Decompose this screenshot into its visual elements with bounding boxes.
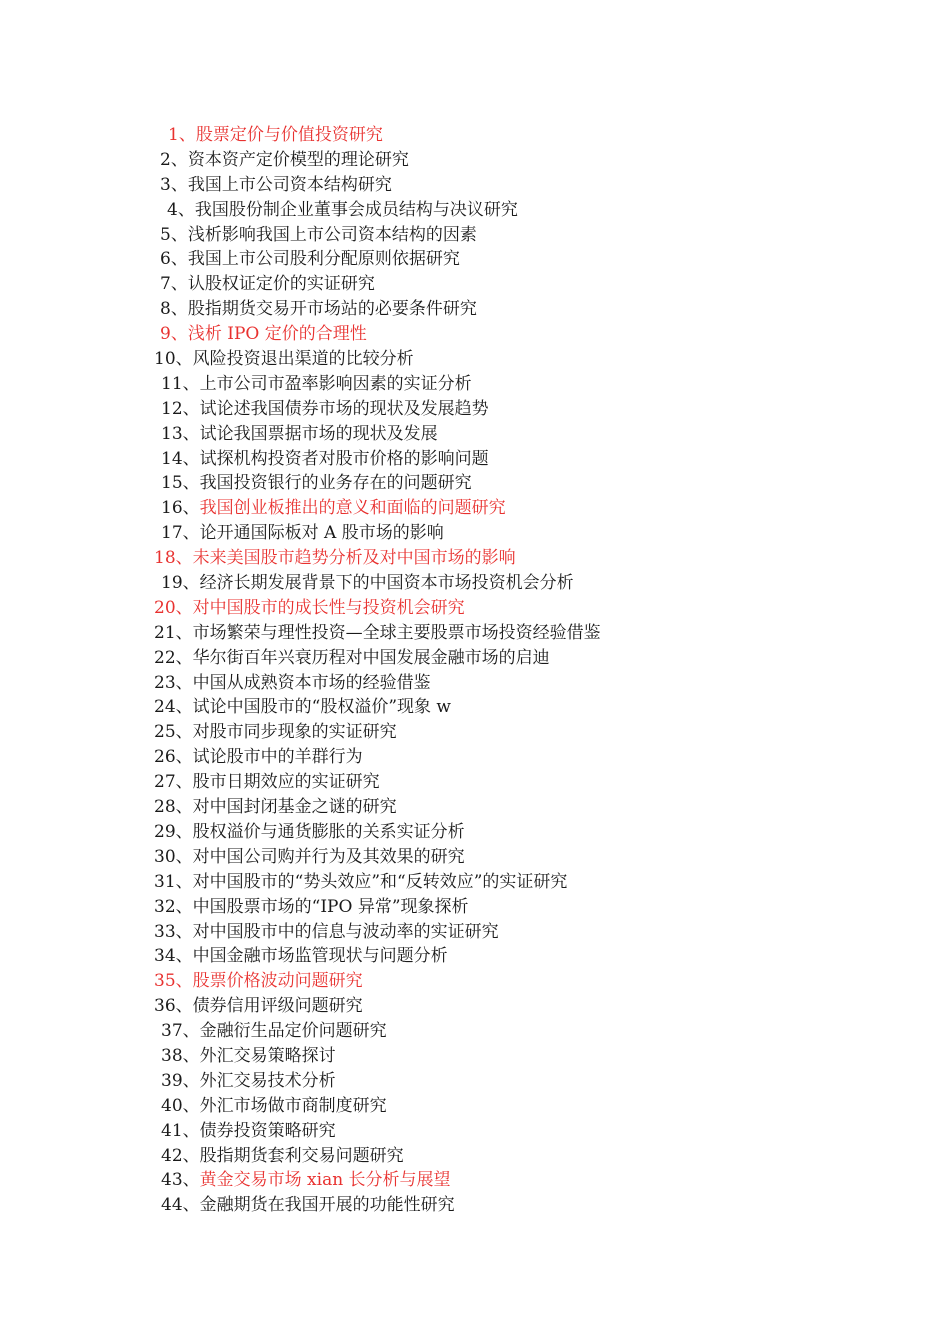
topic-title: 试论中国股市的“股权溢价”现象 w — [192, 697, 451, 718]
topic-title: 未来美国股市趋势分析及对中国市场的影响 — [192, 548, 516, 569]
topic-number: 39、 — [161, 1070, 200, 1091]
topic-item — [0, 1193, 950, 1218]
topic-title: 经济长期发展背景下的中国资本市场投资机会分析 — [199, 573, 574, 594]
topic-number: 19、 — [161, 573, 200, 594]
topic-item — [0, 695, 950, 720]
topic-number: 15、 — [161, 473, 200, 494]
topic-item — [0, 795, 950, 820]
topic-item — [0, 920, 950, 945]
topic-title: 股票价格波动问题研究 — [192, 971, 363, 992]
topic-item — [0, 1168, 950, 1193]
topic-item — [0, 646, 950, 671]
topic-item — [0, 397, 950, 422]
topic-title: 外汇市场做市商制度研究 — [199, 1095, 387, 1116]
topic-item — [0, 820, 950, 845]
topic-list — [0, 123, 950, 1218]
topic-title: 股市日期效应的实证研究 — [192, 772, 380, 793]
topic-number: 21、 — [154, 622, 193, 643]
topic-title: 金融期货在我国开展的功能性研究 — [199, 1195, 455, 1216]
topic-title: 债券信用评级问题研究 — [192, 996, 363, 1017]
topic-item — [0, 521, 950, 546]
topic-number: 18、 — [154, 548, 193, 569]
topic-title: 上市公司市盈率影响因素的实证分析 — [199, 373, 472, 394]
topic-title: 中国股票市场的“IPO 异常”现象探析 — [192, 896, 469, 917]
topic-title: 债券投资策略研究 — [199, 1120, 336, 1141]
topic-title: 对中国公司购并行为及其效果的研究 — [192, 846, 465, 867]
topic-item — [0, 272, 950, 297]
topic-item — [0, 621, 950, 646]
topic-number: 35、 — [154, 971, 193, 992]
topic-number: 26、 — [154, 747, 193, 768]
topic-number: 30、 — [154, 846, 193, 867]
topic-number: 17、 — [161, 523, 200, 544]
topic-number: 32、 — [154, 896, 193, 917]
topic-number: 43、 — [161, 1170, 200, 1191]
topic-item — [0, 969, 950, 994]
topic-number: 31、 — [154, 871, 193, 892]
topic-number: 27、 — [154, 772, 193, 793]
topic-item — [0, 720, 950, 745]
topic-number: 34、 — [154, 946, 193, 967]
topic-title: 浅析 IPO 定价的合理性 — [187, 324, 367, 345]
topic-number: 23、 — [154, 672, 193, 693]
topic-item — [0, 347, 950, 372]
topic-number: 3、 — [160, 174, 188, 195]
topic-item — [0, 148, 950, 173]
topic-item — [0, 770, 950, 795]
topic-title: 我国上市公司资本结构研究 — [187, 174, 392, 195]
topic-title: 我国投资银行的业务存在的问题研究 — [199, 473, 472, 494]
topic-item — [0, 1019, 950, 1044]
topic-number: 41、 — [161, 1120, 200, 1141]
topic-title: 外汇交易技术分析 — [199, 1070, 336, 1091]
topic-title: 试论我国票据市场的现状及发展 — [199, 423, 438, 444]
topic-number: 36、 — [154, 996, 193, 1017]
topic-number: 25、 — [154, 722, 193, 743]
topic-number: 16、 — [161, 498, 200, 519]
topic-item — [0, 546, 950, 571]
topic-item — [0, 198, 950, 223]
topic-item — [0, 372, 950, 397]
topic-number: 2、 — [160, 149, 188, 170]
topic-item — [0, 247, 950, 272]
topic-number: 1、 — [168, 125, 196, 145]
topic-title: 股票定价与价值投资研究 — [195, 125, 383, 145]
topic-number: 8、 — [160, 299, 188, 320]
topic-title: 中国从成熟资本市场的经验借鉴 — [192, 672, 431, 693]
topic-item — [0, 1094, 950, 1119]
topic-title: 风险投资退出渠道的比较分析 — [192, 349, 414, 370]
topic-number: 6、 — [160, 249, 188, 270]
topic-number: 38、 — [161, 1045, 200, 1066]
topic-title: 浅析影响我国上市公司资本结构的因素 — [187, 224, 477, 245]
topic-item — [0, 297, 950, 322]
topic-title: 资本资产定价模型的理论研究 — [187, 149, 409, 170]
topic-item — [0, 1119, 950, 1144]
topic-title: 对中国股市的“势头效应”和“反转效应”的实证研究 — [192, 871, 568, 892]
topic-item — [0, 123, 950, 148]
topic-number: 7、 — [160, 274, 188, 295]
topic-number: 5、 — [160, 224, 188, 245]
topic-item — [0, 870, 950, 895]
topic-item — [0, 671, 950, 696]
topic-title: 对中国股市中的信息与波动率的实证研究 — [192, 921, 499, 942]
topic-item — [0, 1044, 950, 1069]
topic-title: 我国上市公司股利分配原则依据研究 — [187, 249, 460, 270]
topic-number: 40、 — [161, 1095, 200, 1116]
topic-number: 33、 — [154, 921, 193, 942]
topic-title: 股指期货交易开市场站的必要条件研究 — [187, 299, 477, 320]
topic-item — [0, 496, 950, 521]
topic-title: 金融衍生品定价问题研究 — [199, 1021, 387, 1042]
topic-item — [0, 422, 950, 447]
topic-title: 对中国封闭基金之谜的研究 — [192, 797, 397, 818]
topic-number: 22、 — [154, 647, 193, 668]
topic-title: 市场繁荣与理性投资—全球主要股票市场投资经验借鉴 — [192, 622, 601, 643]
topic-number: 13、 — [161, 423, 200, 444]
topic-item — [0, 322, 950, 347]
topic-title: 认股权证定价的实证研究 — [187, 274, 375, 295]
topic-item — [0, 745, 950, 770]
topic-number: 42、 — [161, 1145, 200, 1166]
topic-item — [0, 994, 950, 1019]
topic-item — [0, 1069, 950, 1094]
topic-item — [0, 447, 950, 472]
topic-title: 我国创业板推出的意义和面临的问题研究 — [199, 498, 506, 519]
topic-number: 37、 — [161, 1021, 200, 1042]
topic-item — [0, 1144, 950, 1169]
topic-item — [0, 173, 950, 198]
topic-number: 4、 — [167, 199, 195, 220]
topic-title: 试论股市中的羊群行为 — [192, 747, 363, 768]
topic-number: 20、 — [154, 597, 193, 618]
topic-title: 我国股份制企业董事会成员结构与决议研究 — [194, 199, 518, 220]
topic-number: 24、 — [154, 697, 193, 718]
topic-item — [0, 596, 950, 621]
topic-number: 14、 — [161, 448, 200, 469]
topic-title: 对中国股市的成长性与投资机会研究 — [192, 597, 465, 618]
topic-number: 11、 — [161, 373, 200, 394]
topic-number: 10、 — [154, 349, 193, 370]
topic-title: 股权溢价与通货膨胀的关系实证分析 — [192, 821, 465, 842]
topic-title: 论开通国际板对 A 股市场的影响 — [199, 523, 444, 544]
topic-item — [0, 845, 950, 870]
topic-number: 44、 — [161, 1195, 200, 1216]
topic-item — [0, 571, 950, 596]
topic-item — [0, 944, 950, 969]
topic-title: 黄金交易市场 xian 长分析与展望 — [199, 1170, 451, 1191]
topic-number: 12、 — [161, 398, 200, 419]
topic-title: 外汇交易策略探讨 — [199, 1045, 336, 1066]
topic-title: 试论述我国债券市场的现状及发展趋势 — [199, 398, 489, 419]
topic-item — [0, 895, 950, 920]
topic-title: 华尔街百年兴衰历程对中国发展金融市场的启迪 — [192, 647, 550, 668]
topic-title: 股指期货套利交易问题研究 — [199, 1145, 404, 1166]
topic-title: 对股市同步现象的实证研究 — [192, 722, 397, 743]
topic-title: 中国金融市场监管现状与问题分析 — [192, 946, 448, 967]
topic-title: 试探机构投资者对股市价格的影响问题 — [199, 448, 489, 469]
topic-item — [0, 471, 950, 496]
topic-number: 29、 — [154, 821, 193, 842]
topic-number: 28、 — [154, 797, 193, 818]
topic-item — [0, 223, 950, 248]
topic-number: 9、 — [160, 324, 188, 345]
